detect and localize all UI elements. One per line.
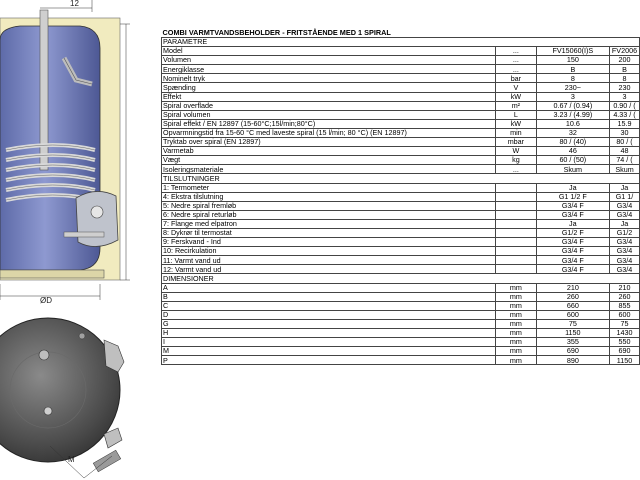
table-row — [162, 219, 640, 228]
cell-value-2: G3/4 — [610, 210, 640, 219]
table-row — [162, 256, 640, 265]
cell-label: 7: Flange med elpatron — [162, 219, 496, 228]
cell-unit — [496, 192, 537, 201]
table-row — [162, 319, 640, 328]
table-row — [162, 210, 640, 219]
cell-value-2: 3 — [610, 92, 640, 101]
cell-unit — [496, 256, 537, 265]
cell-unit: mm — [496, 319, 537, 328]
cell-label: B — [162, 292, 496, 301]
cell-unit: L — [496, 110, 537, 119]
cell-unit: bar — [496, 74, 537, 83]
cell-value-1: 8 — [536, 74, 609, 83]
cell-value-1: FV15060(I)S — [536, 47, 609, 56]
cell-unit: mm — [496, 283, 537, 292]
cell-unit: ... — [496, 56, 537, 65]
cell-value-1: 1150 — [536, 329, 609, 338]
cell-label: Spænding — [162, 83, 496, 92]
cell-value-2: G3/4 — [610, 247, 640, 256]
cell-value-1: 660 — [536, 301, 609, 310]
cell-value-1: B — [536, 65, 609, 74]
cell-value-2: Ja — [610, 219, 640, 228]
cell-unit — [496, 183, 537, 192]
table-row — [162, 283, 640, 292]
table-row — [162, 228, 640, 237]
top-dim-label: 12 — [70, 0, 79, 8]
table-row — [162, 301, 640, 310]
cell-value-2: G1 1/ — [610, 192, 640, 201]
cell-value-2: 0.90 / ( — [610, 101, 640, 110]
cell-unit: kW — [496, 119, 537, 128]
cell-value-1: Ja — [536, 183, 609, 192]
cell-label: Volumen — [162, 56, 496, 65]
table-row — [162, 74, 640, 83]
cell-value-1: 355 — [536, 338, 609, 347]
cell-label: 6: Nedre spiral returløb — [162, 210, 496, 219]
cell-unit: ... — [496, 47, 537, 56]
cell-value-1: G3/4 F — [536, 201, 609, 210]
cell-value-1: 3 — [536, 92, 609, 101]
cell-value-2: 80 / ( — [610, 138, 640, 147]
cell-unit: min — [496, 128, 537, 137]
table-row — [162, 338, 640, 347]
cell-value-1: G3/4 F — [536, 265, 609, 274]
table-row — [162, 65, 640, 74]
cell-label: 5: Nedre spiral fremløb — [162, 201, 496, 210]
cell-value-2: 15.9 — [610, 119, 640, 128]
tank-top-view — [0, 318, 124, 472]
section-header-tilslutninger — [162, 174, 640, 183]
cell-unit — [496, 219, 537, 228]
tank-side-view — [0, 10, 120, 280]
cell-value-2: 230 — [610, 83, 640, 92]
cell-label: C — [162, 301, 496, 310]
cell-unit: kg — [496, 156, 537, 165]
cell-label: G — [162, 319, 496, 328]
cell-label: 8: Dykrør til termostat — [162, 228, 496, 237]
cell-value-1: 46 — [536, 147, 609, 156]
cell-value-1: G1 1/2 F — [536, 192, 609, 201]
cell-value-2: Skum — [610, 165, 640, 174]
cell-value-2: 550 — [610, 338, 640, 347]
section-title: TILSLUTNINGER — [162, 174, 640, 183]
cell-value-2: 8 — [610, 74, 640, 83]
cell-label: Energiklasse — [162, 65, 496, 74]
cell-value-2: 600 — [610, 310, 640, 319]
cell-value-2: 30 — [610, 128, 640, 137]
cell-unit: mm — [496, 338, 537, 347]
cell-value-1: 75 — [536, 319, 609, 328]
cell-label: Model — [162, 47, 496, 56]
cell-label: Spiral overflade — [162, 101, 496, 110]
cell-label: 10: Recirkulation — [162, 247, 496, 256]
cell-unit: mm — [496, 329, 537, 338]
cell-label: Vægt — [162, 156, 496, 165]
cell-value-2: 855 — [610, 301, 640, 310]
cell-label: 11: Varmt vand ud — [162, 256, 496, 265]
cell-label: Nominelt tryk — [162, 74, 496, 83]
cell-value-2: 75 — [610, 319, 640, 328]
cell-label: A — [162, 283, 496, 292]
cell-label: Effekt — [162, 92, 496, 101]
cell-value-1: G3/4 F — [536, 256, 609, 265]
cell-value-1: 890 — [536, 356, 609, 365]
table-row — [162, 201, 640, 210]
cell-unit: V — [496, 83, 537, 92]
cell-unit: mm — [496, 301, 537, 310]
cell-label: Spiral volumen — [162, 110, 496, 119]
cell-value-1: 3.23 / (4.99) — [536, 110, 609, 119]
table-title-row — [162, 28, 640, 38]
table-row — [162, 183, 640, 192]
table-row — [162, 292, 640, 301]
cell-label: P — [162, 356, 496, 365]
section-header-dimensioner — [162, 274, 640, 283]
cell-value-2: G3/4 — [610, 238, 640, 247]
cell-label: 12: Varmt vand ud — [162, 265, 496, 274]
cell-value-1: 230~ — [536, 83, 609, 92]
table-row — [162, 92, 640, 101]
table-row — [162, 329, 640, 338]
cell-value-1: 260 — [536, 292, 609, 301]
cell-value-2: 200 — [610, 56, 640, 65]
cell-value-1: Ja — [536, 219, 609, 228]
diameter-label: ØD — [40, 296, 52, 305]
cell-value-2: G1/2 — [610, 228, 640, 237]
cell-value-2: 74 / ( — [610, 156, 640, 165]
cell-value-1: 32 — [536, 128, 609, 137]
cell-unit: kW — [496, 92, 537, 101]
cell-value-2: 690 — [610, 347, 640, 356]
table-row — [162, 192, 640, 201]
table-row — [162, 165, 640, 174]
cell-label: D — [162, 310, 496, 319]
cell-value-1: 690 — [536, 347, 609, 356]
cell-unit: W — [496, 147, 537, 156]
cell-unit: m² — [496, 101, 537, 110]
cell-value-2: 210 — [610, 283, 640, 292]
cell-label: M — [162, 347, 496, 356]
table-row — [162, 147, 640, 156]
cell-value-2: 48 — [610, 147, 640, 156]
cell-value-1: G3/4 F — [536, 210, 609, 219]
cell-value-1: G3/4 F — [536, 247, 609, 256]
cell-label: 1: Termometer — [162, 183, 496, 192]
table-row — [162, 310, 640, 319]
cell-unit — [496, 247, 537, 256]
cell-value-2: 1430 — [610, 329, 640, 338]
cell-unit: mm — [496, 356, 537, 365]
cell-label: I — [162, 338, 496, 347]
cell-label: 4: Ekstra tilslutning — [162, 192, 496, 201]
cell-value-1: 600 — [536, 310, 609, 319]
cell-value-2: B — [610, 65, 640, 74]
cell-label: H — [162, 329, 496, 338]
table-row — [162, 247, 640, 256]
table-row — [162, 238, 640, 247]
m-label: M — [68, 455, 75, 464]
cell-value-2: FV2006 — [610, 47, 640, 56]
cell-unit: mm — [496, 347, 537, 356]
cell-unit — [496, 265, 537, 274]
cell-unit — [496, 201, 537, 210]
table-row — [162, 265, 640, 274]
cell-label: 9: Ferskvand - Ind — [162, 238, 496, 247]
cell-label: Opvarmningstid fra 15-60 °C med laveste spiral (15 l/min; 80 °C) (EN 12897) — [162, 128, 496, 137]
table-row — [162, 56, 640, 65]
cell-value-2: G3/4 — [610, 201, 640, 210]
table-row — [162, 128, 640, 137]
cell-unit: mm — [496, 292, 537, 301]
cell-value-1: 80 / (40) — [536, 138, 609, 147]
table-row — [162, 101, 640, 110]
cell-value-2: 4.33 / ( — [610, 110, 640, 119]
section-title: DIMENSIONER — [162, 274, 640, 283]
cell-value-1: 60 / (50) — [536, 156, 609, 165]
cell-value-1: 10.6 — [536, 119, 609, 128]
cell-unit — [496, 238, 537, 247]
table-row — [162, 83, 640, 92]
table-row — [162, 110, 640, 119]
table-row — [162, 138, 640, 147]
table-row — [162, 47, 640, 56]
section-title: PARAMETRE — [162, 38, 640, 47]
cell-value-1: Skum — [536, 165, 609, 174]
cell-value-1: 150 — [536, 56, 609, 65]
cell-value-2: G3/4 — [610, 256, 640, 265]
cell-value-2: G3/4 — [610, 265, 640, 274]
cell-unit: ... — [496, 165, 537, 174]
table-row — [162, 156, 640, 165]
cell-value-2: 1150 — [610, 356, 640, 365]
cell-unit: ... — [496, 65, 537, 74]
cell-value-1: G1/2 F — [536, 228, 609, 237]
cell-label: Isoleringsmateriale — [162, 165, 496, 174]
cell-label: Tryktab over spiral (EN 12897) — [162, 138, 496, 147]
table-row — [162, 347, 640, 356]
spec-table — [161, 28, 640, 365]
table-row — [162, 119, 640, 128]
cell-unit: mbar — [496, 138, 537, 147]
cell-value-2: 260 — [610, 292, 640, 301]
cell-unit — [496, 228, 537, 237]
table-title: COMBI VARMTVANDSBEHOLDER - FRITSTÅENDE MED 1 SPIRAL — [162, 28, 391, 37]
cell-label: Spiral effekt / EN 12897 (15-60°C;15l/min;80°C) — [162, 119, 496, 128]
cell-unit: mm — [496, 310, 537, 319]
cell-value-1: 0.67 / (0.94) — [536, 101, 609, 110]
cell-value-1: 210 — [536, 283, 609, 292]
section-header-parametre — [162, 38, 640, 47]
table-row — [162, 356, 640, 365]
tank-technical-drawing — [0, 0, 158, 480]
cell-unit — [496, 210, 537, 219]
cell-value-2: Ja — [610, 183, 640, 192]
cell-value-1: G3/4 F — [536, 238, 609, 247]
cell-label: Varmetab — [162, 147, 496, 156]
